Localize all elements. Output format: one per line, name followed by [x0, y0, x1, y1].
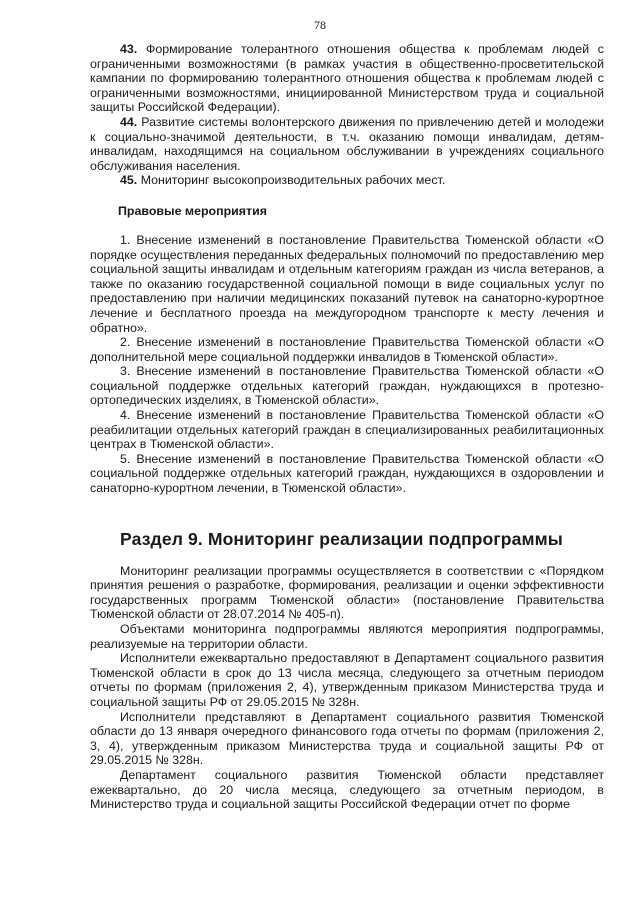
- section-9-body: [90, 564, 604, 812]
- item-number: 43.: [120, 42, 138, 56]
- legal-measures-list: [90, 233, 604, 496]
- legal-item: 2. Внесение изменений в постановление Правительства Тюменской области «О дополнительной мере социальной поддержки инвалидов в Тюменской области».: [90, 335, 604, 364]
- item-number: 44.: [120, 114, 138, 129]
- list-item-44: [90, 115, 604, 173]
- list-item-45: [90, 173, 604, 188]
- legal-item: 5. Внесение изменений в постановление Правительства Тюменской области «О социальной поддержке отдельных категорий граждан, нуждающихся в оздоровлении и санаторно-курортном лечении, в Тюменской области».: [90, 451, 604, 496]
- item-text: Мониторинг высокопроизводительных рабочих мест.: [140, 173, 446, 188]
- item-text: Развитие системы волонтерского движения по привлечению детей и молодежи к социально-значимой деятельности, в т.ч. оказанию помощи инвалидам, детям-инвалидам, находящимся на социальном обслуживании в учреждениях социального обслуживания населения.: [90, 114, 604, 173]
- section-paragraph: Мониторинг реализации программы осуществляется в соответствии с «Порядком принятия решения о разработке, формирования, реализации и оценки эффективности государственных программ Тюменской области» (постановление Правительства Тюменской области от 28.07.2014 № 405-п).: [90, 563, 604, 622]
- list-item-43: [90, 42, 604, 115]
- legal-item: 1. Внесение изменений в постановление Правительства Тюменской области «О порядке осуществления переданных федеральных полномочий по предоставлению мер социальной защиты инвалидам и отдельным категориям граждан из числа ветеранов, а также по оказанию государственной социальной помощи в виде социальных услуг по предоставлению при наличии медицинских показаний путевок на санаторно-курортное лечение и бесплатного проезда на междугородном транспорте к месту лечения и обратно».: [90, 232, 604, 335]
- item-number: 45.: [120, 173, 138, 188]
- legal-measures-heading: Правовые мероприятия: [118, 203, 267, 218]
- section-paragraph: Исполнители представляют в Департамент социального развития Тюменской области до 13 января очередного финансового года отчеты по формам (приложения 2, 3, 4), утвержденным приказом Министерства труда и социальной защиты РФ от 29.05.2015 № 328н.: [90, 709, 604, 768]
- page-number: 78: [314, 18, 326, 32]
- section-paragraph: Департамент социального развития Тюменской области представляет ежеквартально, до 20 числа месяца, следующего за отчетным периодом, в Министерство труда и социальной защиты Российской Федерации отчет по форме: [90, 767, 604, 812]
- section-paragraph: Исполнители ежеквартально предоставляют в Департамент социального развития Тюменской области в срок до 13 числа месяца, следующего за отчетным периодом отчеты по формам (приложения 2, 4), утвержденным приказом Министерства труда и социальной защиты РФ от 29.05.2015 № 328н.: [90, 651, 604, 709]
- document-body: [90, 42, 604, 812]
- legal-item: 3. Внесение изменений в постановление Правительства Тюменской области «О социальной поддержке отдельных категорий граждан, нуждающихся в протезно-ортопедических изделиях, в Тюменской области».: [90, 364, 604, 408]
- legal-item: 4. Внесение изменений в постановление Правительства Тюменской области «О реабилитации отдельных категорий граждан в специализированных реабилитационных центрах в Тюменской области».: [90, 408, 604, 452]
- section-paragraph: Объектами мониторинга подпрограммы являются мероприятия подпрограммы, реализуемые на территории области.: [90, 622, 604, 651]
- item-text: Формирование толерантного отношения общества к проблемам людей с ограниченными возможностями (в рамках участия в общественно-просветительской кампании по формированию толерантного отношения общества к проблемам людей с ограниченными возможностями, инициированной Министерством труда и социальной защиты Российской Федерации).: [90, 42, 604, 115]
- section-9-title: Раздел 9. Мониторинг реализации подпрограммы: [120, 528, 563, 549]
